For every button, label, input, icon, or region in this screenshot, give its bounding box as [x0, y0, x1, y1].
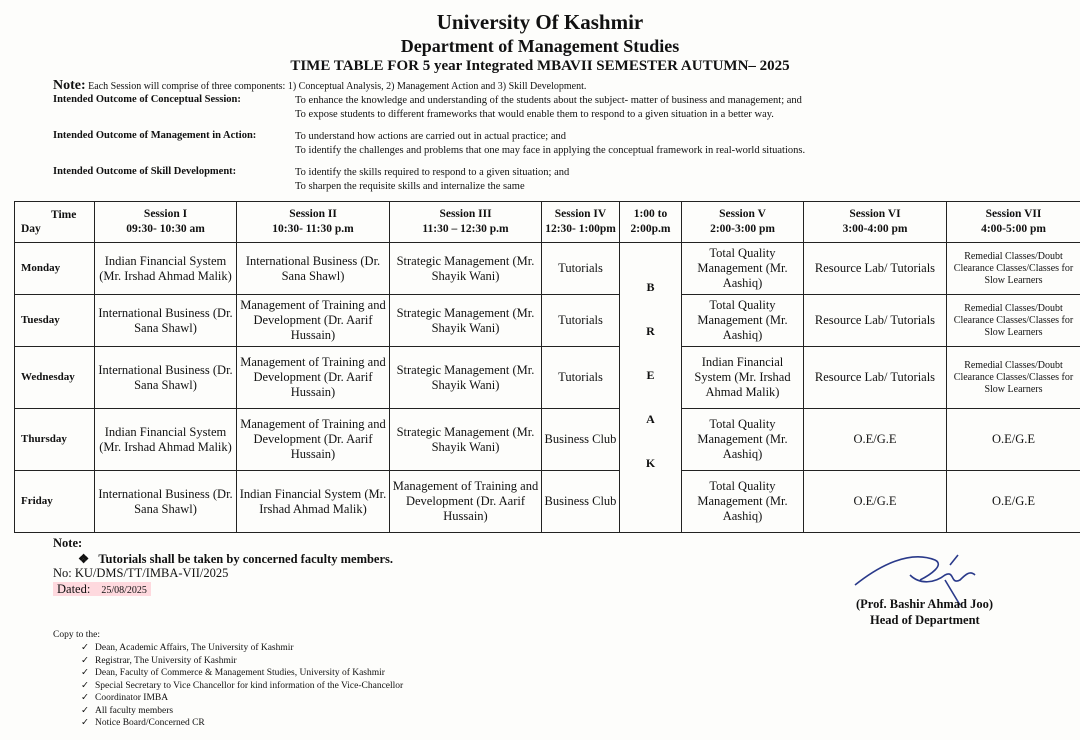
tutorial-note	[78, 551, 393, 567]
table-row	[15, 409, 1080, 471]
session-time: 4:00-5:00 pm	[981, 223, 1046, 235]
session-cell: International Business (Dr. Sana Shawl)	[95, 471, 237, 533]
session-cell: Resource Lab/ Tutorials	[804, 243, 947, 295]
list-item	[81, 667, 403, 680]
session-time: 2:00-3:00 pm	[710, 223, 775, 235]
session-cell: Indian Financial System (Mr. Irshad Ahmad Malik)	[95, 409, 237, 471]
session-cell: O.E/G.E	[947, 471, 1080, 533]
session-cell: Remedial Classes/Doubt Clearance Classes/Classes for Slow Learners	[947, 243, 1080, 295]
day-cell: Thursday	[15, 409, 95, 471]
break-letter: A	[646, 412, 655, 426]
session-cell: Remedial Classes/Doubt Clearance Classes/Classes for Slow Learners	[947, 295, 1080, 347]
header-session-3	[390, 202, 542, 243]
session-cell: International Business (Dr. Sana Shawl)	[237, 243, 390, 295]
header-session-4	[542, 202, 620, 243]
copy-to-label: Copy to the:	[53, 630, 100, 640]
check-icon: ✓	[81, 643, 89, 653]
session-time: 11:30 – 12:30 p.m	[422, 223, 509, 235]
check-icon: ✓	[81, 680, 89, 691]
session-cell: Tutorials	[542, 347, 620, 409]
copy-recipient: Coordinator IMBA	[95, 693, 169, 703]
university-title: University Of Kashmir	[436, 10, 644, 34]
check-icon: ✓	[81, 655, 89, 666]
outcome-text	[295, 130, 975, 158]
timetable	[14, 201, 1080, 533]
outcome-line: To sharpen the requisite skills and internalize the same	[295, 181, 525, 192]
session-time: 2:00p.m	[630, 223, 671, 235]
list-item	[81, 680, 403, 693]
table-row	[15, 471, 1080, 533]
outcome-line: To enhance the knowledge and understanding of the students about the subject- matter of business and management; and	[295, 95, 802, 106]
session-cell: Strategic Management (Mr. Shayik Wani)	[390, 295, 542, 347]
signatory-designation: Head of Department	[870, 613, 980, 627]
session-cell: Management of Training and Development (Dr. Aarif Hussain)	[237, 409, 390, 471]
outcome-text	[295, 166, 975, 194]
check-icon: ✓	[81, 668, 89, 678]
session-cell: Tutorials	[542, 295, 620, 347]
dated-highlight	[53, 582, 151, 596]
tutorial-note-text: Tutorials shall be taken by concerned faculty members.	[98, 552, 394, 566]
outcome-line: To expose students to different frameworks that would enable them to respond to a given situation in a better way.	[295, 109, 774, 120]
copy-recipient: Dean, Faculty of Commerce & Management Studies, University of Kashmir	[95, 668, 385, 678]
day-cell: Wednesday	[15, 347, 95, 409]
header-session-5	[682, 202, 804, 243]
session-cell: Total Quality Management (Mr. Aashiq)	[682, 243, 804, 295]
corner-day-label: Day	[21, 223, 41, 235]
session-time: 12:30- 1:00pm	[545, 223, 616, 235]
header-break	[620, 202, 682, 243]
reference-number: No: KU/DMS/TT/IMBA-VII/2025	[53, 566, 229, 580]
session-cell: O.E/G.E	[804, 471, 947, 533]
header-session-6	[804, 202, 947, 243]
corner-time-label: Time	[51, 209, 77, 221]
dated-line	[53, 582, 151, 597]
session-cell: Strategic Management (Mr. Shayik Wani)	[390, 243, 542, 295]
session-cell: Indian Financial System (Mr. Irshad Ahmad Malik)	[95, 243, 237, 295]
day-cell: Monday	[15, 243, 95, 295]
copy-recipient: Notice Board/Concerned CR	[95, 718, 205, 728]
session-cell: Management of Training and Development (Dr. Aarif Hussain)	[237, 295, 390, 347]
list-item	[81, 642, 403, 655]
session-time: 10:30- 11:30 p.m	[272, 223, 354, 235]
outcome-label: Intended Outcome of Skill Development:	[53, 166, 237, 177]
break-column	[620, 243, 682, 533]
table-row	[15, 243, 1080, 295]
note-label: Note:	[53, 78, 86, 93]
session-cell: Tutorials	[542, 243, 620, 295]
session-time: 09:30- 10:30 am	[126, 223, 205, 235]
outcome-line: To identify the challenges and problems that one may face in applying the conceptual framework in real-world situations.	[295, 145, 806, 156]
bullet-icon: ❖	[78, 552, 90, 566]
department-title: Department of Management Studies	[400, 36, 680, 56]
header-session-7	[947, 202, 1080, 243]
session-cell: Total Quality Management (Mr. Aashiq)	[682, 471, 804, 533]
session-cell: Management of Training and Development (Dr. Aarif Hussain)	[390, 471, 542, 533]
session-cell: Business Club	[542, 409, 620, 471]
list-item	[81, 705, 403, 718]
copy-recipient: Special Secretary to Vice Chancellor for kind information of the Vice-Chancellor	[95, 680, 404, 691]
session-name: 1:00 to	[633, 208, 668, 220]
bottom-note-label: Note:	[53, 536, 83, 550]
session-cell: Resource Lab/ Tutorials	[804, 295, 947, 347]
session-name: Session I	[143, 208, 188, 220]
check-icon: ✓	[81, 718, 89, 728]
outcome-line: To understand how actions are carried out in actual practice; and	[295, 131, 566, 142]
copy-recipient: Dean, Academic Affairs, The University of Kashmir	[95, 643, 294, 653]
break-letter: R	[646, 324, 655, 338]
outcome-text	[295, 94, 975, 122]
session-cell: Total Quality Management (Mr. Aashiq)	[682, 295, 804, 347]
session-cell: Strategic Management (Mr. Shayik Wani)	[390, 347, 542, 409]
header-session-1	[95, 202, 237, 243]
session-name: Session II	[289, 208, 337, 220]
copy-to-section	[53, 630, 403, 730]
session-cell: Indian Financial System (Mr. Irshad Ahmad Malik)	[237, 471, 390, 533]
session-cell: O.E/G.E	[947, 409, 1080, 471]
session-cell: International Business (Dr. Sana Shawl)	[95, 347, 237, 409]
copy-recipient: Registrar, The University of Kashmir	[95, 655, 237, 666]
session-name: Session IV	[554, 208, 607, 220]
list-item	[81, 655, 403, 668]
day-cell: Tuesday	[15, 295, 95, 347]
list-item	[81, 692, 403, 705]
header-row	[15, 202, 1080, 243]
list-item	[81, 717, 403, 730]
dated-label: Dated:	[57, 582, 91, 596]
session-cell: International Business (Dr. Sana Shawl)	[95, 295, 237, 347]
copy-recipient: All faculty members	[95, 705, 174, 716]
session-cell: Resource Lab/ Tutorials	[804, 347, 947, 409]
outcome-line: To identify the skills required to respond to a given situation; and	[295, 167, 570, 178]
outcome-label: Intended Outcome of Conceptual Session:	[53, 94, 241, 105]
corner-cell	[15, 202, 95, 243]
table-row	[15, 295, 1080, 347]
dated-value: 25/08/2025	[101, 585, 147, 596]
check-icon: ✓	[81, 705, 89, 716]
session-name: Session V	[719, 208, 766, 220]
session-cell: O.E/G.E	[804, 409, 947, 471]
session-cell: Remedial Classes/Doubt Clearance Classes/Classes for Slow Learners	[947, 347, 1080, 409]
table-row	[15, 347, 1080, 409]
day-cell: Friday	[15, 471, 95, 533]
session-cell: Total Quality Management (Mr. Aashiq)	[682, 409, 804, 471]
note-text: Each Session will comprise of three components: 1) Conceptual Analysis, 2) Management Action and 3) Skill Development.	[88, 81, 587, 92]
outcome-label: Intended Outcome of Management in Action:	[53, 130, 257, 141]
session-name: Session III	[439, 208, 492, 220]
signature-block	[856, 596, 993, 628]
session-cell: Strategic Management (Mr. Shayik Wani)	[390, 409, 542, 471]
header-session-2	[237, 202, 390, 243]
session-cell: Business Club	[542, 471, 620, 533]
break-letter: B	[646, 280, 655, 294]
break-letter: E	[646, 368, 655, 382]
session-note	[53, 78, 586, 94]
session-cell: Management of Training and Development (Dr. Aarif Hussain)	[237, 347, 390, 409]
check-icon: ✓	[81, 693, 89, 703]
copy-to-list	[81, 642, 403, 730]
break-letter: K	[645, 456, 656, 470]
session-name: Session VI	[849, 208, 901, 220]
signatory-name: (Prof. Bashir Ahmad Joo)	[856, 597, 994, 611]
session-time: 3:00-4:00 pm	[842, 223, 908, 235]
timetable-title: TIME TABLE FOR 5 year Integrated MBAVII SEMESTER AUTUMN– 2025	[290, 58, 790, 74]
session-cell: Indian Financial System (Mr. Irshad Ahmad Malik)	[682, 347, 804, 409]
session-name: Session VII	[985, 208, 1042, 220]
